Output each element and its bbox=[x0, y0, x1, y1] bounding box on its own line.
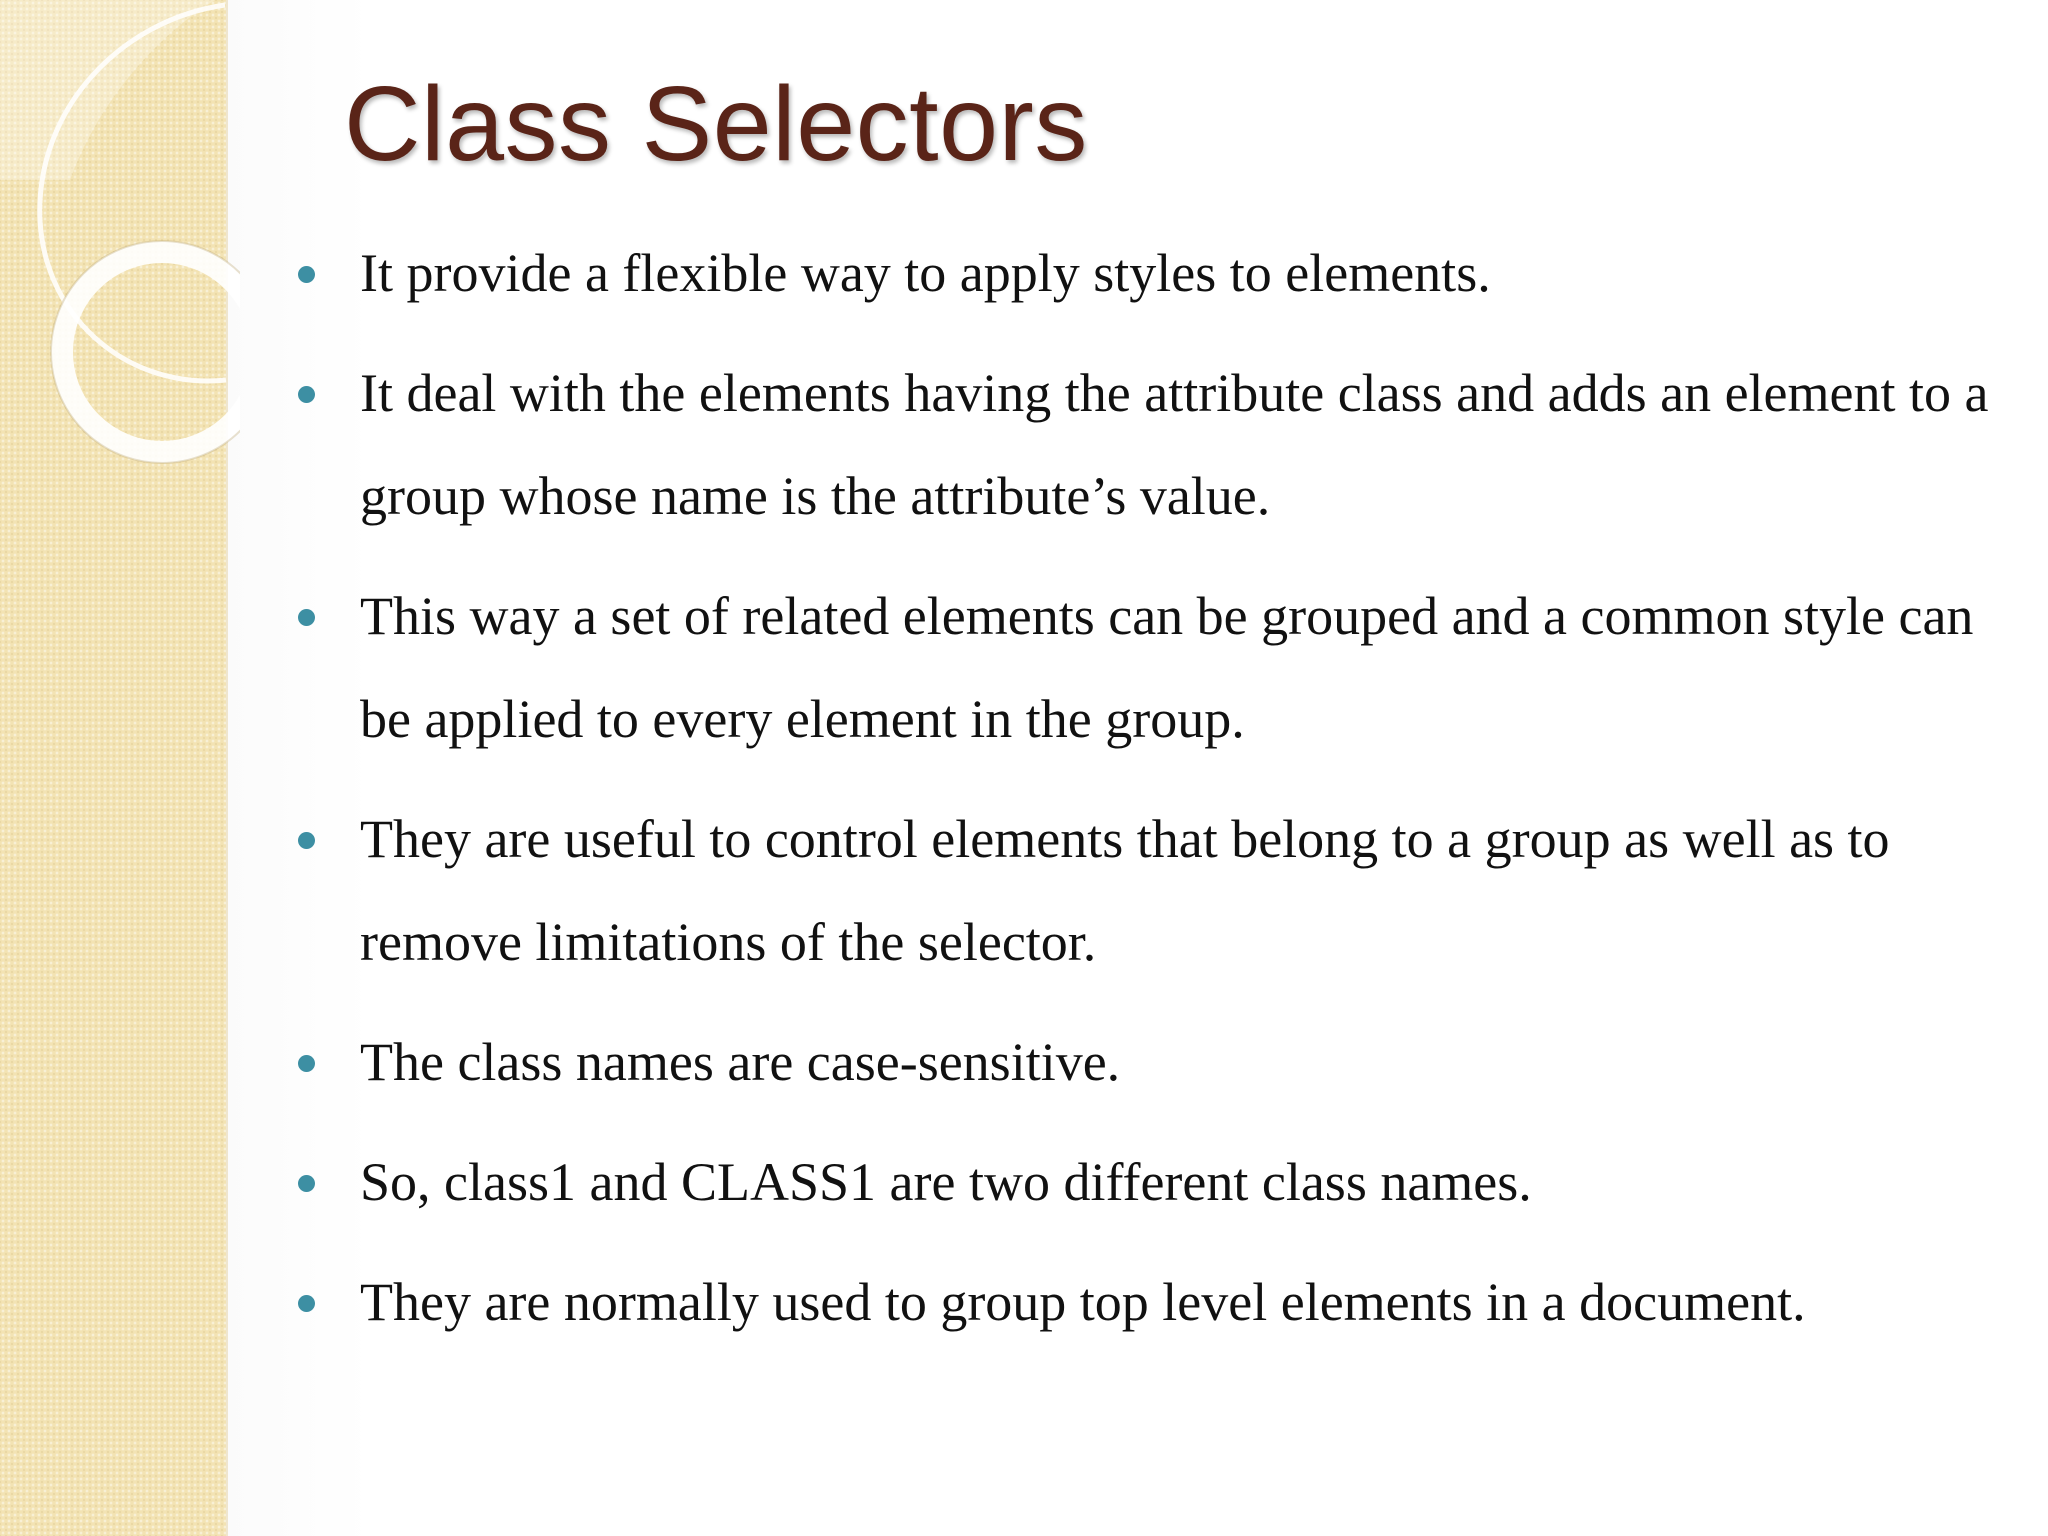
decorative-rings bbox=[0, 0, 240, 520]
bullet-marker-icon bbox=[298, 1055, 315, 1072]
bullet-text: It provide a flexible way to apply styles to elements. bbox=[360, 243, 1491, 303]
bullet-marker-icon bbox=[298, 1295, 315, 1312]
bullet-text: They are normally used to group top level elements in a document. bbox=[360, 1272, 1806, 1332]
bullet-item bbox=[296, 1131, 1996, 1234]
bullet-text: So, class1 and CLASS1 are two different class names. bbox=[360, 1152, 1532, 1212]
slide-title: Class Selectors bbox=[344, 65, 1088, 183]
bullet-text: The class names are case-sensitive. bbox=[360, 1032, 1121, 1092]
bullet-text: It deal with the elements having the attribute class and adds an element to a group whose name is the attribute’s value. bbox=[360, 363, 1989, 526]
bullet-marker-icon bbox=[298, 266, 315, 283]
bullet-item bbox=[296, 565, 1996, 771]
bullet-item bbox=[296, 788, 1996, 994]
bullet-item bbox=[296, 342, 1996, 548]
bullet-text: They are useful to control elements that belong to a group as well as to remove limitations of the selector. bbox=[360, 809, 1890, 972]
bullet-marker-icon bbox=[298, 609, 315, 626]
bullet-text: This way a set of related elements can be grouped and a common style can be applied to every element in the group. bbox=[360, 586, 1974, 749]
bullet-list bbox=[296, 222, 1996, 1371]
bullet-marker-icon bbox=[298, 1175, 315, 1192]
bullet-marker-icon bbox=[298, 386, 315, 403]
bullet-item bbox=[296, 1251, 1996, 1354]
bullet-marker-icon bbox=[298, 832, 315, 849]
bullet-item bbox=[296, 222, 1996, 325]
ring bbox=[62, 252, 240, 452]
bullet-item bbox=[296, 1011, 1996, 1114]
corner-swoosh bbox=[0, 0, 215, 180]
